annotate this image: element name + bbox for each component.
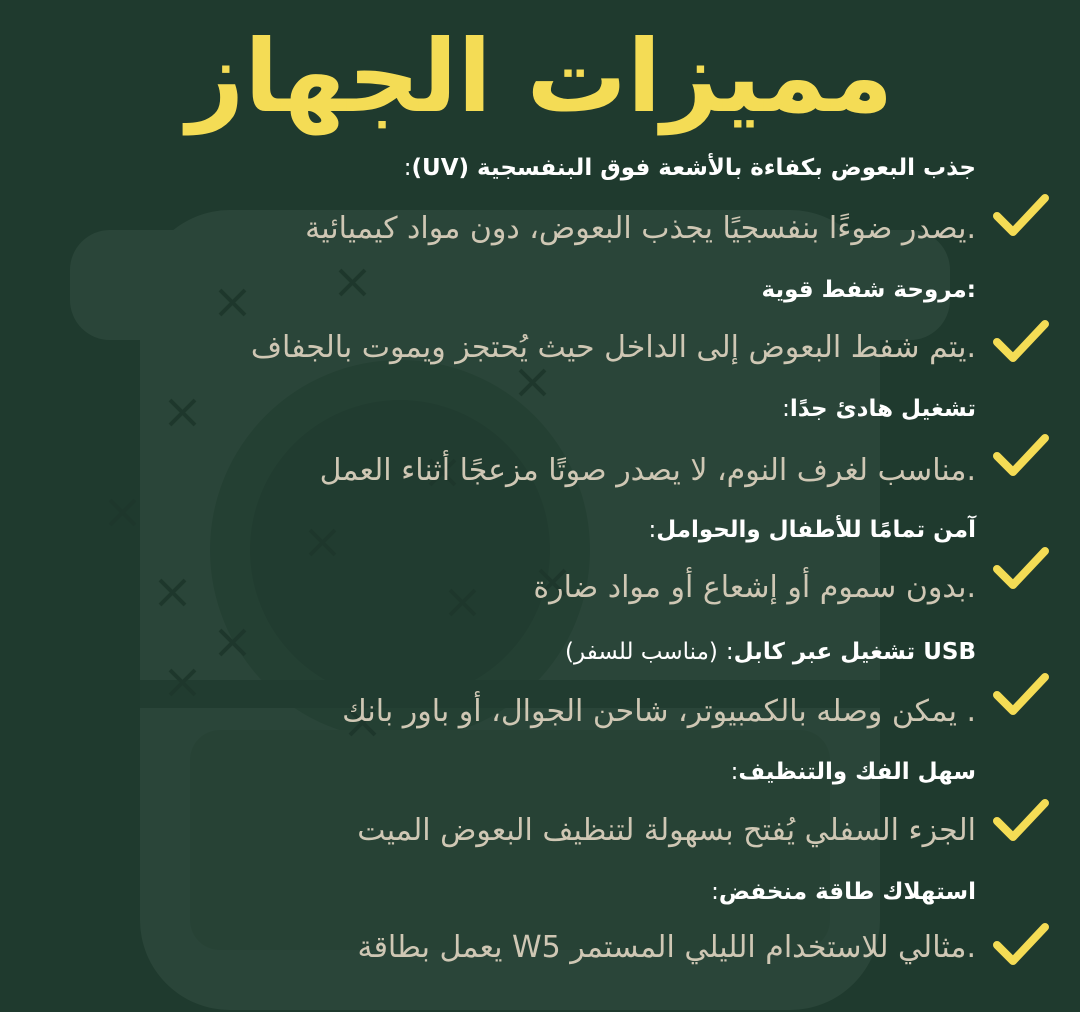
feature-heading-quiet: تشغيل هادئ جدًا: bbox=[782, 396, 976, 422]
checkmark-icon bbox=[992, 545, 1050, 591]
checkmark-icon bbox=[992, 192, 1050, 238]
feature-heading-safe: آمن تمامًا للأطفال والحوامل: bbox=[648, 517, 976, 543]
feature-heading-usb: USB تشغيل عبر كابل: (مناسب للسفر) bbox=[565, 639, 976, 665]
feature-description-safe: .بدون سموم أو إشعاع أو مواد ضارة bbox=[533, 570, 976, 605]
feature-description-power: .مثالي للاستخدام الليلي المستمر W5 يعمل بطاقة bbox=[357, 930, 976, 965]
feature-heading-power: استهلاك طاقة منخفض: bbox=[711, 879, 976, 905]
checkmark-icon bbox=[992, 671, 1050, 717]
checkmark-icon bbox=[992, 432, 1050, 478]
feature-description-fan: .يتم شفط البعوض إلى الداخل حيث يُحتجز ويموت بالجفاف bbox=[250, 330, 976, 365]
feature-heading-fan: :مروحة شفط قوية bbox=[761, 277, 976, 303]
feature-description-quiet: .مناسب لغرف النوم، لا يصدر صوتًا مزعجًا أثناء العمل bbox=[319, 453, 976, 488]
page-title: مميزات الجهاز bbox=[186, 18, 894, 135]
feature-heading-uv: جذب البعوض بكفاءة بالأشعة فوق البنفسجية (UV): bbox=[403, 155, 976, 181]
feature-heading-note: (مناسب للسفر) bbox=[565, 639, 718, 665]
feature-heading-cleaning: سهل الفك والتنظيف: bbox=[730, 759, 976, 785]
checkmark-icon bbox=[992, 318, 1050, 364]
feature-description-uv: .يصدر ضوءًا بنفسجيًا يجذب البعوض، دون مواد كيميائية bbox=[305, 211, 976, 246]
feature-description-cleaning: الجزء السفلي يُفتح بسهولة لتنظيف البعوض الميت bbox=[357, 813, 976, 848]
checkmark-icon bbox=[992, 921, 1050, 967]
checkmark-icon bbox=[992, 797, 1050, 843]
feature-description-usb: . يمكن وصله بالكمبيوتر، شاحن الجوال، أو باور بانك bbox=[342, 694, 976, 729]
